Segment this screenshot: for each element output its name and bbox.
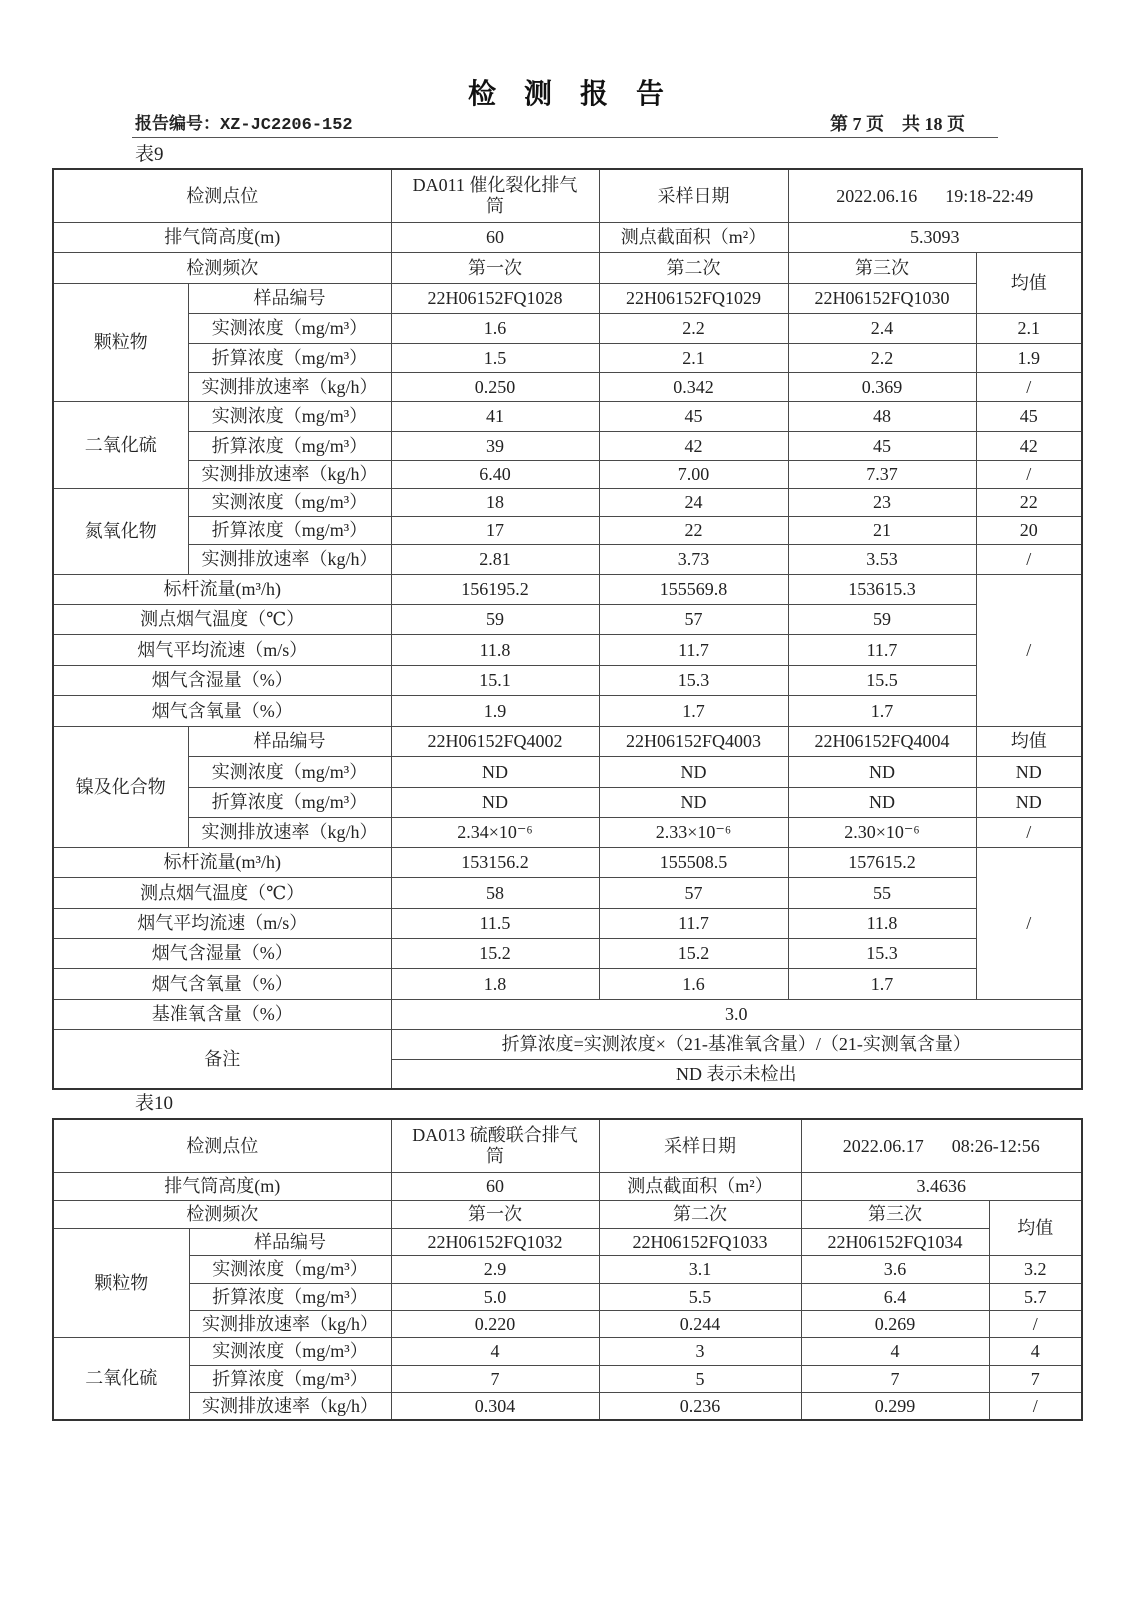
remark-label: 备注 — [53, 1029, 391, 1089]
value-cell: 2.30×10⁻⁶ — [788, 817, 976, 847]
value-cell: 21 — [788, 516, 976, 544]
sample-id: 22H06152FQ1032 — [391, 1228, 599, 1255]
value-cell: 55 — [788, 877, 976, 908]
table-10 — [52, 1118, 1083, 1421]
page-indicator — [830, 113, 965, 135]
run-header: 第一次 — [391, 1200, 599, 1228]
value-cell: 0.304 — [391, 1392, 599, 1420]
page-number: 第 7 页 — [830, 114, 884, 134]
header-divider — [132, 137, 998, 138]
mean-cell: 2.1 — [976, 313, 1082, 343]
value-cell: 153156.2 — [391, 847, 599, 877]
row-label: 实测浓度（mg/m³） — [188, 313, 391, 343]
row-label: 折算浓度（mg/m³） — [188, 343, 391, 372]
value-cell: 4 — [391, 1337, 599, 1365]
height-label: 排气筒高度(m) — [53, 1172, 391, 1200]
mean-cell: ND — [976, 787, 1082, 817]
value-cell: 41 — [391, 401, 599, 431]
value-cell: 6.40 — [391, 460, 599, 488]
row-label: 实测浓度（mg/m³） — [188, 488, 391, 516]
value-cell: 155569.8 — [599, 574, 788, 604]
value-cell: 2.33×10⁻⁶ — [599, 817, 788, 847]
mean-header: 均值 — [989, 1200, 1082, 1255]
reference-oxygen-label: 基准氧含量（%） — [53, 999, 391, 1029]
date-label: 采样日期 — [599, 1119, 801, 1172]
sample-id: 22H06152FQ1028 — [391, 283, 599, 313]
table-row — [53, 1255, 1082, 1283]
value-cell: 2.1 — [599, 343, 788, 372]
table-row — [53, 1392, 1082, 1420]
value-cell: 45 — [788, 431, 976, 460]
value-cell: 157615.2 — [788, 847, 976, 877]
page-total: 共 18 页 — [902, 114, 965, 134]
value-cell: 15.3 — [788, 938, 976, 968]
table-row — [53, 283, 1082, 313]
area-label: 测点截面积（m²） — [599, 1172, 801, 1200]
sample-id: 22H06152FQ1030 — [788, 283, 976, 313]
value-cell: 2.81 — [391, 544, 599, 574]
frequency-label: 检测频次 — [53, 1200, 391, 1228]
sample-id: 22H06152FQ1034 — [801, 1228, 989, 1255]
value-cell: 57 — [599, 877, 788, 908]
row-label: 实测浓度（mg/m³） — [189, 1337, 391, 1365]
remark-text: ND 表示未检出 — [391, 1059, 1082, 1089]
table-row — [53, 817, 1082, 847]
value-cell: 11.8 — [391, 634, 599, 665]
value-cell: 7.37 — [788, 460, 976, 488]
value-cell: 11.5 — [391, 908, 599, 938]
row-label: 折算浓度（mg/m³） — [188, 431, 391, 460]
area-value: 5.3093 — [788, 222, 1082, 252]
sample-id: 22H06152FQ1033 — [599, 1228, 801, 1255]
point-label: 检测点位 — [53, 1119, 391, 1172]
height-label: 排气筒高度(m) — [53, 222, 391, 252]
table-row — [53, 488, 1082, 516]
run-header: 第二次 — [599, 1200, 801, 1228]
value-cell: 4 — [801, 1337, 989, 1365]
table-10-caption: 表10 — [135, 1093, 174, 1114]
value-cell: 6.4 — [801, 1283, 989, 1310]
report-number — [135, 113, 353, 137]
row-label: 折算浓度（mg/m³） — [188, 787, 391, 817]
mean-cell: / — [976, 372, 1082, 401]
row-label: 标杆流量(m³/h) — [53, 847, 391, 877]
mean-cell: / — [976, 817, 1082, 847]
row-label: 实测浓度（mg/m³） — [188, 756, 391, 787]
table-row — [53, 1365, 1082, 1392]
row-label: 折算浓度（mg/m³） — [189, 1365, 391, 1392]
value-cell: 156195.2 — [391, 574, 599, 604]
table-row — [53, 169, 1082, 222]
value-cell: ND — [599, 787, 788, 817]
value-cell: 1.6 — [599, 968, 788, 999]
mean-cell: 22 — [976, 488, 1082, 516]
value-cell: 48 — [788, 401, 976, 431]
mean-cell: / — [976, 544, 1082, 574]
value-cell: 57 — [599, 604, 788, 634]
table-row — [53, 1337, 1082, 1365]
height-value: 60 — [391, 222, 599, 252]
group-label: 镍及化合物 — [53, 726, 188, 847]
value-cell: 1.7 — [788, 695, 976, 726]
row-label: 实测排放速率（kg/h） — [188, 460, 391, 488]
value-cell: ND — [788, 787, 976, 817]
value-cell: 5.0 — [391, 1283, 599, 1310]
table-row — [53, 544, 1082, 574]
mean-cell: ND — [976, 756, 1082, 787]
table-row — [53, 908, 1082, 938]
value-cell: 59 — [391, 604, 599, 634]
value-cell: 1.9 — [391, 695, 599, 726]
table-row — [53, 460, 1082, 488]
row-label: 样品编号 — [188, 726, 391, 756]
value-cell: 11.8 — [788, 908, 976, 938]
row-label: 烟气平均流速（m/s） — [53, 908, 391, 938]
area-label: 测点截面积（m²） — [599, 222, 788, 252]
value-cell: 1.7 — [788, 968, 976, 999]
value-cell: ND — [788, 756, 976, 787]
row-label: 实测排放速率（kg/h） — [189, 1392, 391, 1420]
mean-cell: 45 — [976, 401, 1082, 431]
row-label: 实测排放速率（kg/h） — [189, 1310, 391, 1337]
table-row — [53, 401, 1082, 431]
mean-cell: 1.9 — [976, 343, 1082, 372]
table-row — [53, 604, 1082, 634]
run-header: 第三次 — [801, 1200, 989, 1228]
date-cell — [801, 1119, 1082, 1172]
value-cell: 11.7 — [788, 634, 976, 665]
table-row — [53, 877, 1082, 908]
sample-id: 22H06152FQ1029 — [599, 283, 788, 313]
value-cell: 0.236 — [599, 1392, 801, 1420]
table-9-caption: 表9 — [135, 144, 164, 165]
value-cell: 2.2 — [788, 343, 976, 372]
group-label: 二氧化硫 — [53, 1337, 189, 1420]
value-cell: 45 — [599, 401, 788, 431]
value-cell: 2.2 — [599, 313, 788, 343]
table-row — [53, 665, 1082, 695]
area-value: 3.4636 — [801, 1172, 1082, 1200]
mean-header: 均值 — [976, 252, 1082, 313]
value-cell: 23 — [788, 488, 976, 516]
mean-cell: 7 — [989, 1365, 1082, 1392]
remark-text: 折算浓度=实测浓度×（21-基准氧含量）/（21-实测氧含量） — [391, 1029, 1082, 1059]
table-row — [53, 343, 1082, 372]
value-cell: 15.2 — [391, 938, 599, 968]
table-row — [53, 999, 1082, 1029]
value-cell: 7 — [801, 1365, 989, 1392]
table-row — [53, 726, 1082, 756]
table-row — [53, 313, 1082, 343]
sample-date: 2022.06.17 — [842, 1135, 924, 1156]
value-cell: 42 — [599, 431, 788, 460]
table-row — [53, 1283, 1082, 1310]
table-row — [53, 634, 1082, 665]
value-cell: 58 — [391, 877, 599, 908]
value-cell: 0.250 — [391, 372, 599, 401]
mean-header: 均值 — [976, 726, 1082, 756]
point-cell — [391, 1119, 599, 1172]
value-cell: ND — [391, 787, 599, 817]
group-label: 二氧化硫 — [53, 401, 188, 488]
table-row — [53, 1029, 1082, 1059]
table-row — [53, 372, 1082, 401]
table-row — [53, 787, 1082, 817]
mean-cell: / — [989, 1392, 1082, 1420]
group-label: 颗粒物 — [53, 1228, 189, 1337]
value-cell: 0.369 — [788, 372, 976, 401]
value-cell: 7.00 — [599, 460, 788, 488]
value-cell: 3.53 — [788, 544, 976, 574]
value-cell: 3 — [599, 1337, 801, 1365]
sample-time: 08:26-12:56 — [951, 1135, 1040, 1156]
value-cell: 15.1 — [391, 665, 599, 695]
value-cell: 11.7 — [599, 634, 788, 665]
value-cell: 5.5 — [599, 1283, 801, 1310]
table-row — [53, 431, 1082, 460]
table-row — [53, 1200, 1082, 1228]
value-cell: 0.220 — [391, 1310, 599, 1337]
sample-date: 2022.06.16 — [836, 185, 918, 206]
table-row — [53, 756, 1082, 787]
run-header: 第二次 — [599, 252, 788, 283]
row-label: 烟气平均流速（m/s） — [53, 634, 391, 665]
value-cell: 15.3 — [599, 665, 788, 695]
value-cell: 2.34×10⁻⁶ — [391, 817, 599, 847]
mean-cell: 20 — [976, 516, 1082, 544]
table-row — [53, 1119, 1082, 1172]
table-row — [53, 1172, 1082, 1200]
value-cell: 24 — [599, 488, 788, 516]
table-row — [53, 938, 1082, 968]
value-cell: 0.244 — [599, 1310, 801, 1337]
value-cell: 22 — [599, 516, 788, 544]
row-label: 实测排放速率（kg/h） — [188, 817, 391, 847]
row-label: 标杆流量(m³/h) — [53, 574, 391, 604]
frequency-label: 检测频次 — [53, 252, 391, 283]
row-label: 烟气含湿量（%） — [53, 938, 391, 968]
sample-time: 19:18-22:49 — [945, 185, 1034, 206]
row-label: 折算浓度（mg/m³） — [188, 516, 391, 544]
sample-id: 22H06152FQ4002 — [391, 726, 599, 756]
value-cell: 39 — [391, 431, 599, 460]
table-row — [53, 1310, 1082, 1337]
group-label: 颗粒物 — [53, 283, 188, 401]
row-label: 实测浓度（mg/m³） — [188, 401, 391, 431]
value-cell: 1.7 — [599, 695, 788, 726]
page-title: 检 测 报 告 — [467, 79, 664, 110]
value-cell: 153615.3 — [788, 574, 976, 604]
point-value: DA013 硫酸联合排气筒 — [412, 1124, 578, 1166]
table-row — [53, 968, 1082, 999]
value-cell: 3.73 — [599, 544, 788, 574]
value-cell: 0.342 — [599, 372, 788, 401]
value-cell: ND — [391, 756, 599, 787]
row-label: 烟气含氧量（%） — [53, 695, 391, 726]
height-value: 60 — [391, 1172, 599, 1200]
mean-cell: / — [989, 1310, 1082, 1337]
row-label: 实测排放速率（kg/h） — [188, 372, 391, 401]
table-row — [53, 222, 1082, 252]
value-cell: 3.6 — [801, 1255, 989, 1283]
mean-cell: 5.7 — [989, 1283, 1082, 1310]
value-cell: 1.5 — [391, 343, 599, 372]
report-number-label: 报告编号： — [135, 114, 220, 133]
value-cell: 155508.5 — [599, 847, 788, 877]
table-row — [53, 847, 1082, 877]
value-cell: 15.2 — [599, 938, 788, 968]
table-row — [53, 574, 1082, 604]
row-label: 折算浓度（mg/m³） — [189, 1283, 391, 1310]
date-label: 采样日期 — [599, 169, 788, 222]
value-cell: 5 — [599, 1365, 801, 1392]
mean-cell: 4 — [989, 1337, 1082, 1365]
value-cell: 2.9 — [391, 1255, 599, 1283]
value-cell: 1.8 — [391, 968, 599, 999]
value-cell: ND — [599, 756, 788, 787]
value-cell: 18 — [391, 488, 599, 516]
value-cell: 1.6 — [391, 313, 599, 343]
run-header: 第三次 — [788, 252, 976, 283]
reference-oxygen-value: 3.0 — [391, 999, 1082, 1029]
mean-cell: 42 — [976, 431, 1082, 460]
sample-id: 22H06152FQ4003 — [599, 726, 788, 756]
point-value: DA011 催化裂化排气筒 — [412, 174, 578, 216]
mean-cell: / — [976, 460, 1082, 488]
value-cell: 11.7 — [599, 908, 788, 938]
row-label: 实测浓度（mg/m³） — [189, 1255, 391, 1283]
run-header: 第一次 — [391, 252, 599, 283]
point-cell — [391, 169, 599, 222]
mean-cell: 3.2 — [989, 1255, 1082, 1283]
table-row — [53, 516, 1082, 544]
row-label: 实测排放速率（kg/h） — [188, 544, 391, 574]
table-row — [53, 252, 1082, 283]
value-cell: 17 — [391, 516, 599, 544]
row-label: 测点烟气温度（℃） — [53, 604, 391, 634]
mean-cell: / — [976, 847, 1082, 999]
value-cell: 0.269 — [801, 1310, 989, 1337]
row-label: 样品编号 — [188, 283, 391, 313]
mean-cell: / — [976, 574, 1082, 726]
table-row — [53, 1228, 1082, 1255]
row-label: 测点烟气温度（℃） — [53, 877, 391, 908]
group-label: 氮氧化物 — [53, 488, 188, 574]
value-cell: 7 — [391, 1365, 599, 1392]
report-number-value: XZ-JC2206-152 — [220, 116, 353, 135]
date-cell — [788, 169, 1082, 222]
value-cell: 59 — [788, 604, 976, 634]
row-label: 烟气含氧量（%） — [53, 968, 391, 999]
table-9 — [52, 168, 1083, 1090]
value-cell: 0.299 — [801, 1392, 989, 1420]
sample-id: 22H06152FQ4004 — [788, 726, 976, 756]
point-label: 检测点位 — [53, 169, 391, 222]
table-row — [53, 695, 1082, 726]
value-cell: 2.4 — [788, 313, 976, 343]
value-cell: 3.1 — [599, 1255, 801, 1283]
row-label: 样品编号 — [189, 1228, 391, 1255]
row-label: 烟气含湿量（%） — [53, 665, 391, 695]
value-cell: 15.5 — [788, 665, 976, 695]
